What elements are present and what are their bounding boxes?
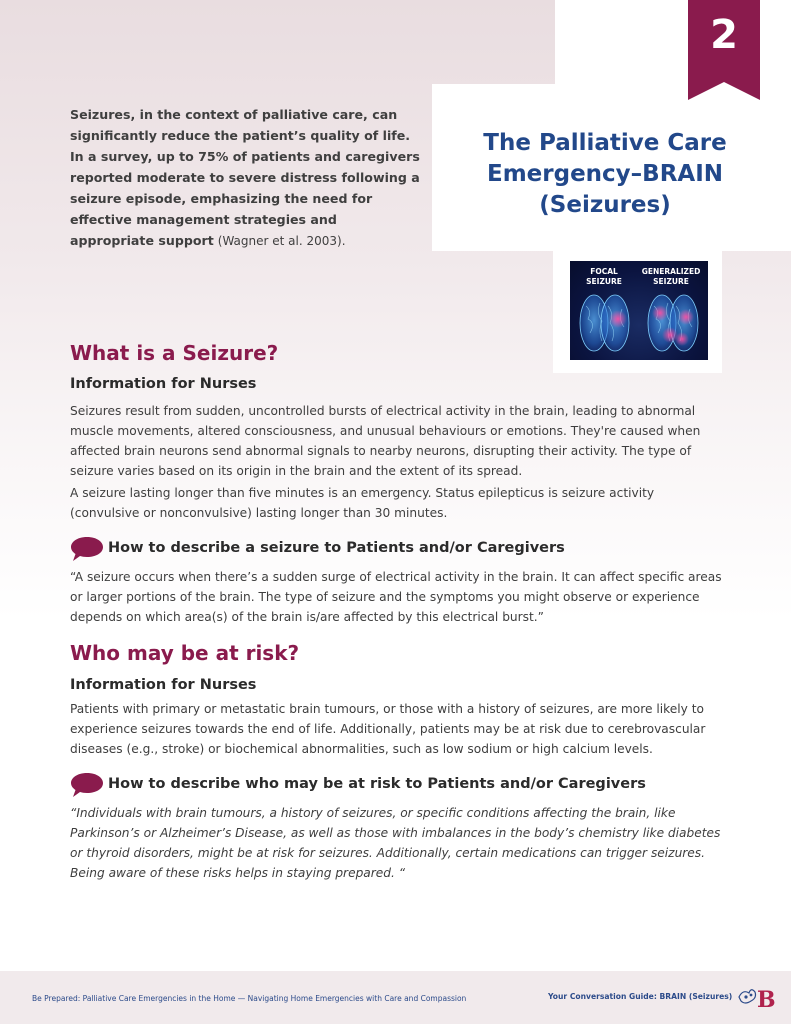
- speech-bubble-icon: [70, 535, 104, 563]
- nurses-info-heading: Information for Nurses: [70, 677, 257, 693]
- section-heading-what-is-seizure: What is a Seizure?: [70, 341, 279, 365]
- footer-section-label: Your Conversation Guide: BRAIN (Seizures): [548, 992, 733, 1001]
- caregiver-heading-text: How to describe who may be at risk to Patients and/or Caregivers: [108, 776, 646, 792]
- focal-seizure-label: FOCAL SEIZURE: [586, 267, 622, 286]
- risk-factors-paragraph: Patients with primary or metastatic brain tumours, or those with a history of seizures, are more likely to experience seizures towards the end of life. Additionally, patients may be at risk due to cerebrovascular diseases (e.g., stroke) or biochemical abnormalities, such as low sodium or high calcium levels.: [70, 702, 706, 756]
- nurses-info-heading: Information for Nurses: [70, 376, 257, 392]
- page-title-line: Emergency–BRAIN: [486, 161, 724, 187]
- page-title: [462, 128, 748, 221]
- intro-paragraph: [70, 104, 420, 252]
- section-heading-who-at-risk: Who may be at risk?: [70, 641, 300, 665]
- intro-citation: (Wagner et al. 2003).: [217, 234, 346, 248]
- caregiver-heading-text: How to describe a seizure to Patients and/or Caregivers: [108, 540, 565, 556]
- intro-text: Seizures, in the context of palliative care, can significantly reduce the patient’s quality of life. In a survey, up to 75% of patients and caregivers reported moderate to severe distress following a seizure episode, emphasizing the need for effective management strategies and appropriate support: [70, 107, 420, 248]
- generalized-brain: [648, 295, 698, 351]
- seizure-definition-paragraph: Seizures result from sudden, uncontrolled bursts of electrical activity in the brain, leading to abnormal muscle movements, altered consciousness, and unusual behaviours or emotions. They're caused when affected brain neurons send abnormal signals to nearby neurons, disrupting their activity. The type of seizure varies based on its origin in the brain and the extent of its spread.: [70, 404, 701, 478]
- page-title-line: (Seizures): [539, 192, 671, 218]
- page-number: 2: [710, 12, 738, 58]
- logo-letter: B: [757, 987, 776, 1013]
- generalized-seizure-label: GENERALIZED SEIZURE: [641, 267, 701, 286]
- brain-seizure-image: [570, 261, 708, 360]
- status-epilepticus-paragraph: A seizure lasting longer than five minutes is an emergency. Status epilepticus is seizure activity (convulsive or nonconvulsive) lasting longer than 30 minutes.: [70, 486, 655, 520]
- caregiver-quote-risk: “Individuals with brain tumours, a history of seizures, or specific conditions affecting the brain, like Parkinson’s or Alzheimer’s Disease, as well as those with imbalances in the body’s chemistry like diabetes or thyroid disorders, might be at risk for seizures. Additionally, certain medications can trigger seizures. Being aware of these risks helps in staying prepared. “: [70, 806, 721, 880]
- focal-brain: [580, 295, 629, 351]
- speech-bubble-icon: [70, 771, 104, 799]
- footer-guide-title: Be Prepared: Palliative Care Emergencies in the Home — Navigating Home Emergencies with Care and Compassion: [32, 994, 467, 1003]
- be-prepared-logo-icon: [737, 983, 776, 1013]
- page-title-line: The Palliative Care: [483, 130, 727, 156]
- caregiver-quote-seizure: “A seizure occurs when there’s a sudden surge of electrical activity in the brain. It can affect specific areas or larger portions of the brain. The type of seizure and the symptoms you might observe or experience depends on which area(s) of the brain is/are affected by this electrical burst.”: [70, 570, 722, 624]
